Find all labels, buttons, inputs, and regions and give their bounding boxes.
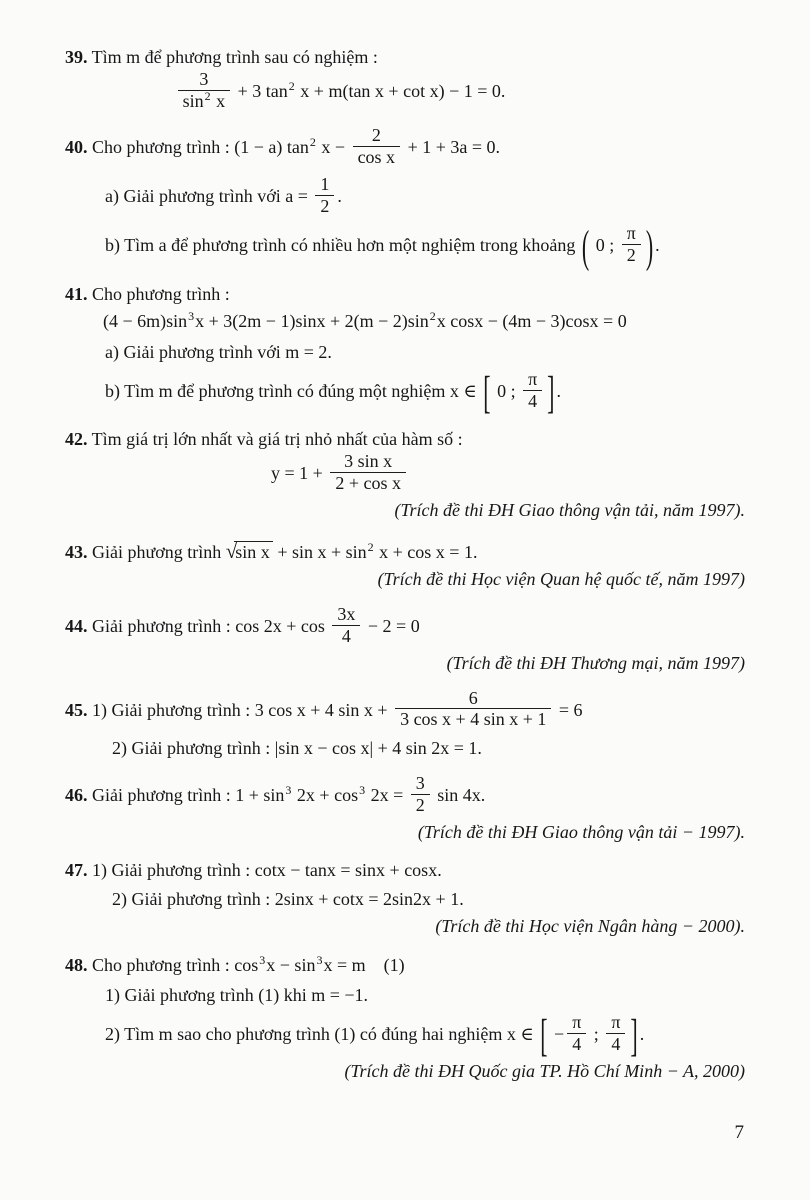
problem-number: 48.	[65, 954, 88, 975]
superscript: 2	[309, 135, 316, 150]
text-run: x cosx − (4m − 3)cosx = 0	[436, 311, 627, 332]
text-run: x −	[316, 137, 350, 158]
text-run: 2x + cos	[292, 784, 359, 805]
text-run: 2	[415, 794, 425, 815]
fraction-denominator	[315, 195, 334, 217]
text-run: sin	[182, 90, 204, 111]
fraction-denominator	[395, 708, 551, 730]
text-run: + 1 + 3a = 0.	[403, 137, 501, 158]
superscript: 2	[367, 539, 374, 554]
problem-41	[65, 283, 745, 418]
superscript: 3	[259, 952, 266, 967]
text-run: (Trích đề thi Học viện Quan hệ quốc tế, năm 1997)	[377, 569, 745, 590]
problem-line	[105, 1009, 745, 1061]
problem-line	[105, 984, 745, 1008]
problem-line	[112, 737, 745, 761]
problem-line	[65, 604, 745, 649]
fraction	[315, 175, 334, 217]
text-run: ;	[589, 1024, 604, 1045]
problem-43	[65, 538, 745, 592]
problem-line	[103, 310, 745, 334]
problem-number: 45.	[65, 699, 88, 720]
text-run: π	[528, 368, 538, 389]
fraction-numerator	[395, 689, 551, 709]
fraction-denominator	[178, 90, 231, 112]
problem-line	[105, 174, 745, 219]
text-run: −	[549, 1024, 565, 1045]
problem-number: 41.	[65, 283, 88, 304]
text-run: Cho phương trình : (1 − a) tan	[87, 137, 309, 158]
text-run: 6	[468, 687, 478, 708]
text-run: + sin x + sin	[272, 541, 367, 562]
problem-line	[65, 915, 745, 939]
text-run: x	[211, 90, 226, 111]
superscript: 3	[359, 782, 366, 797]
problem-line	[65, 46, 745, 70]
fraction	[178, 70, 231, 112]
text-run: Giải phương trình : 1 + sin	[87, 784, 285, 805]
problem-line	[65, 428, 745, 452]
fraction	[567, 1013, 586, 1055]
fraction	[395, 689, 551, 731]
fraction-numerator	[523, 370, 542, 390]
fraction-numerator	[315, 175, 334, 195]
problem-line	[65, 652, 745, 676]
fraction	[330, 452, 406, 494]
problem-40	[65, 125, 745, 272]
problem-line	[65, 538, 745, 566]
big-right-bracket: ]	[547, 365, 555, 418]
fraction-denominator	[567, 1033, 586, 1055]
fraction	[622, 224, 641, 266]
fraction-denominator	[332, 625, 360, 647]
text-run: π	[611, 1012, 621, 1033]
text-run: x + 3(2m − 1)sinx + 2(m − 2)sin	[195, 311, 429, 332]
fraction-numerator	[353, 126, 401, 146]
text-run: π	[572, 1012, 582, 1033]
text-run: 1) Giải phương trình (1) khi m = −1.	[105, 985, 369, 1006]
text-run: .	[639, 1024, 645, 1045]
problem-48	[65, 954, 745, 1084]
text-run: 3	[415, 772, 425, 793]
fraction	[332, 605, 360, 647]
text-run: x + m(tan x + cot x) − 1 = 0.	[295, 80, 506, 101]
fraction	[523, 370, 542, 412]
text-run: 2	[371, 125, 381, 146]
superscript: 2	[429, 309, 436, 324]
problem-line	[65, 499, 745, 523]
text-run: (Trích đề thi Học viện Ngân hàng − 2000).	[435, 915, 745, 936]
text-run: (Trích đề thi ĐH Thương mại, năm 1997)	[446, 652, 745, 673]
text-run: 2	[320, 196, 330, 217]
text-run: 2x =	[366, 784, 408, 805]
problem-line	[65, 451, 745, 496]
text-run: (Trích đề thi ĐH Quốc gia TP. Hồ Chí Minh − A, 2000)	[344, 1060, 745, 1081]
text-run: Tìm m để phương trình sau có nghiệm :	[87, 47, 378, 67]
problem-line	[65, 1060, 745, 1084]
text-run: sin x	[235, 541, 270, 562]
superscript: 2	[288, 78, 295, 93]
superscript: 3	[285, 782, 292, 797]
fraction-denominator	[523, 390, 542, 412]
big-left-bracket: [	[483, 365, 491, 418]
fraction	[411, 774, 430, 816]
text-run: 4	[572, 1034, 582, 1055]
problem-number: 42.	[65, 429, 88, 450]
fraction	[606, 1013, 625, 1055]
text-run: 2) Tìm m sao cho phương trình (1) có đúng hai nghiệm x ∈	[105, 1024, 539, 1045]
text-run: a) Giải phương trình với a =	[105, 186, 313, 207]
problem-line	[65, 687, 745, 733]
text-run: + 3 tan	[233, 80, 288, 101]
big-left-paren: (	[581, 220, 590, 272]
fraction-numerator	[178, 70, 231, 90]
fraction-denominator	[353, 146, 401, 168]
problem-number: 46.	[65, 784, 88, 805]
text-run: Giải phương trình	[87, 541, 226, 562]
problem-number: 43.	[65, 541, 88, 562]
text-run: x − sin	[266, 954, 316, 975]
fraction-denominator	[606, 1033, 625, 1055]
fraction-denominator	[411, 794, 430, 816]
text-run: .	[337, 186, 342, 207]
text-run: .	[556, 380, 561, 401]
problem-number: 39.	[65, 47, 88, 67]
superscript: 3	[188, 309, 195, 324]
text-run: 0 ;	[591, 234, 619, 255]
text-run: 3	[199, 68, 209, 89]
problem-44	[65, 604, 745, 675]
problem-line	[65, 283, 745, 307]
problem-line	[65, 68, 745, 114]
text-run: 3x	[337, 604, 356, 625]
problem-line	[65, 568, 745, 592]
problem-47	[65, 859, 745, 938]
text-run: π	[626, 222, 636, 243]
problem-number: 44.	[65, 616, 88, 637]
text-run: Cho phương trình :	[87, 283, 230, 304]
text-run: 1	[320, 174, 330, 195]
text-run: 1) Giải phương trình : cotx − tanx = sinx + cosx.	[87, 860, 442, 881]
problem-line	[105, 341, 745, 365]
text-run: x + cos x = 1.	[374, 541, 478, 562]
problem-line	[65, 125, 745, 170]
problem-line	[65, 954, 745, 978]
fraction-numerator	[622, 224, 641, 244]
text-run: 3 cos x + 4 sin x + 1	[400, 709, 547, 730]
text-run: sin 4x.	[432, 784, 486, 805]
fraction-numerator	[567, 1013, 586, 1033]
text-run: b) Tìm m để phương trình có đúng một nghiệm x ∈	[105, 380, 482, 401]
problem-number: 40.	[65, 137, 88, 158]
problem-line	[105, 220, 745, 272]
text-run: − 2 = 0	[363, 616, 420, 637]
text-run: cos x	[357, 147, 396, 168]
text-run: x = m (1)	[323, 954, 405, 975]
fraction-numerator	[606, 1013, 625, 1033]
text-run: 2) Giải phương trình : 2sinx + cotx = 2sin2x + 1.	[112, 889, 464, 910]
radicand	[234, 541, 273, 562]
text-run: Cho phương trình : cos	[87, 954, 259, 975]
problem-46	[65, 772, 745, 844]
fraction-denominator	[330, 472, 406, 494]
text-run: 0 ;	[492, 380, 521, 401]
fraction-denominator	[622, 244, 641, 266]
problem-line	[65, 859, 745, 883]
problem-42	[65, 428, 745, 522]
text-run: (Trích đề thi ĐH Giao thông vận tải, năm 1997).	[394, 499, 745, 520]
superscript: 2	[204, 88, 211, 103]
fraction-numerator	[330, 452, 406, 472]
text-run: Tìm giá trị lớn nhất và giá trị nhỏ nhất của hàm số :	[87, 429, 463, 450]
problem-line	[105, 365, 745, 418]
page-number: 7	[734, 1122, 744, 1143]
problem-line	[65, 772, 745, 818]
text-run: y = 1 +	[271, 463, 328, 484]
text-run: a) Giải phương trình với m = 2.	[105, 342, 332, 362]
fraction	[353, 126, 401, 168]
text-run: 2) Giải phương trình : |sin x − cos x| + 4 sin 2x = 1.	[112, 738, 482, 759]
text-run: 2	[626, 244, 636, 265]
problem-line	[112, 888, 745, 912]
text-run: (Trích đề thi ĐH Giao thông vận tải − 1997).	[417, 821, 745, 842]
text-run: 1) Giải phương trình : 3 cos x + 4 sin x +	[87, 699, 393, 720]
text-run: 2 + cos x	[335, 473, 401, 494]
big-right-paren: )	[645, 220, 654, 272]
problem-45	[65, 687, 745, 761]
text-run: b) Tìm a để phương trình có nhiều hơn một nghiệm trong khoảng	[105, 234, 580, 255]
fraction-numerator	[411, 774, 430, 794]
text-run: 4	[528, 390, 538, 411]
text-run: 3 sin x	[344, 451, 393, 472]
text-run: = 6	[554, 699, 583, 720]
problem-39	[65, 46, 745, 113]
superscript: 3	[316, 952, 323, 967]
big-right-bracket: ]	[630, 1009, 638, 1061]
text-run: .	[655, 234, 660, 255]
text-run: 4	[341, 625, 351, 646]
fraction-numerator	[332, 605, 360, 625]
square-root-icon	[226, 538, 273, 566]
problem-number: 47.	[65, 860, 88, 881]
big-left-bracket: [	[540, 1009, 548, 1061]
text-run: Giải phương trình : cos 2x + cos	[87, 616, 330, 637]
problems-list	[65, 46, 745, 1084]
problem-line	[65, 821, 745, 845]
text-run: 4	[611, 1034, 621, 1055]
text-run: (4 − 6m)sin	[103, 311, 188, 332]
